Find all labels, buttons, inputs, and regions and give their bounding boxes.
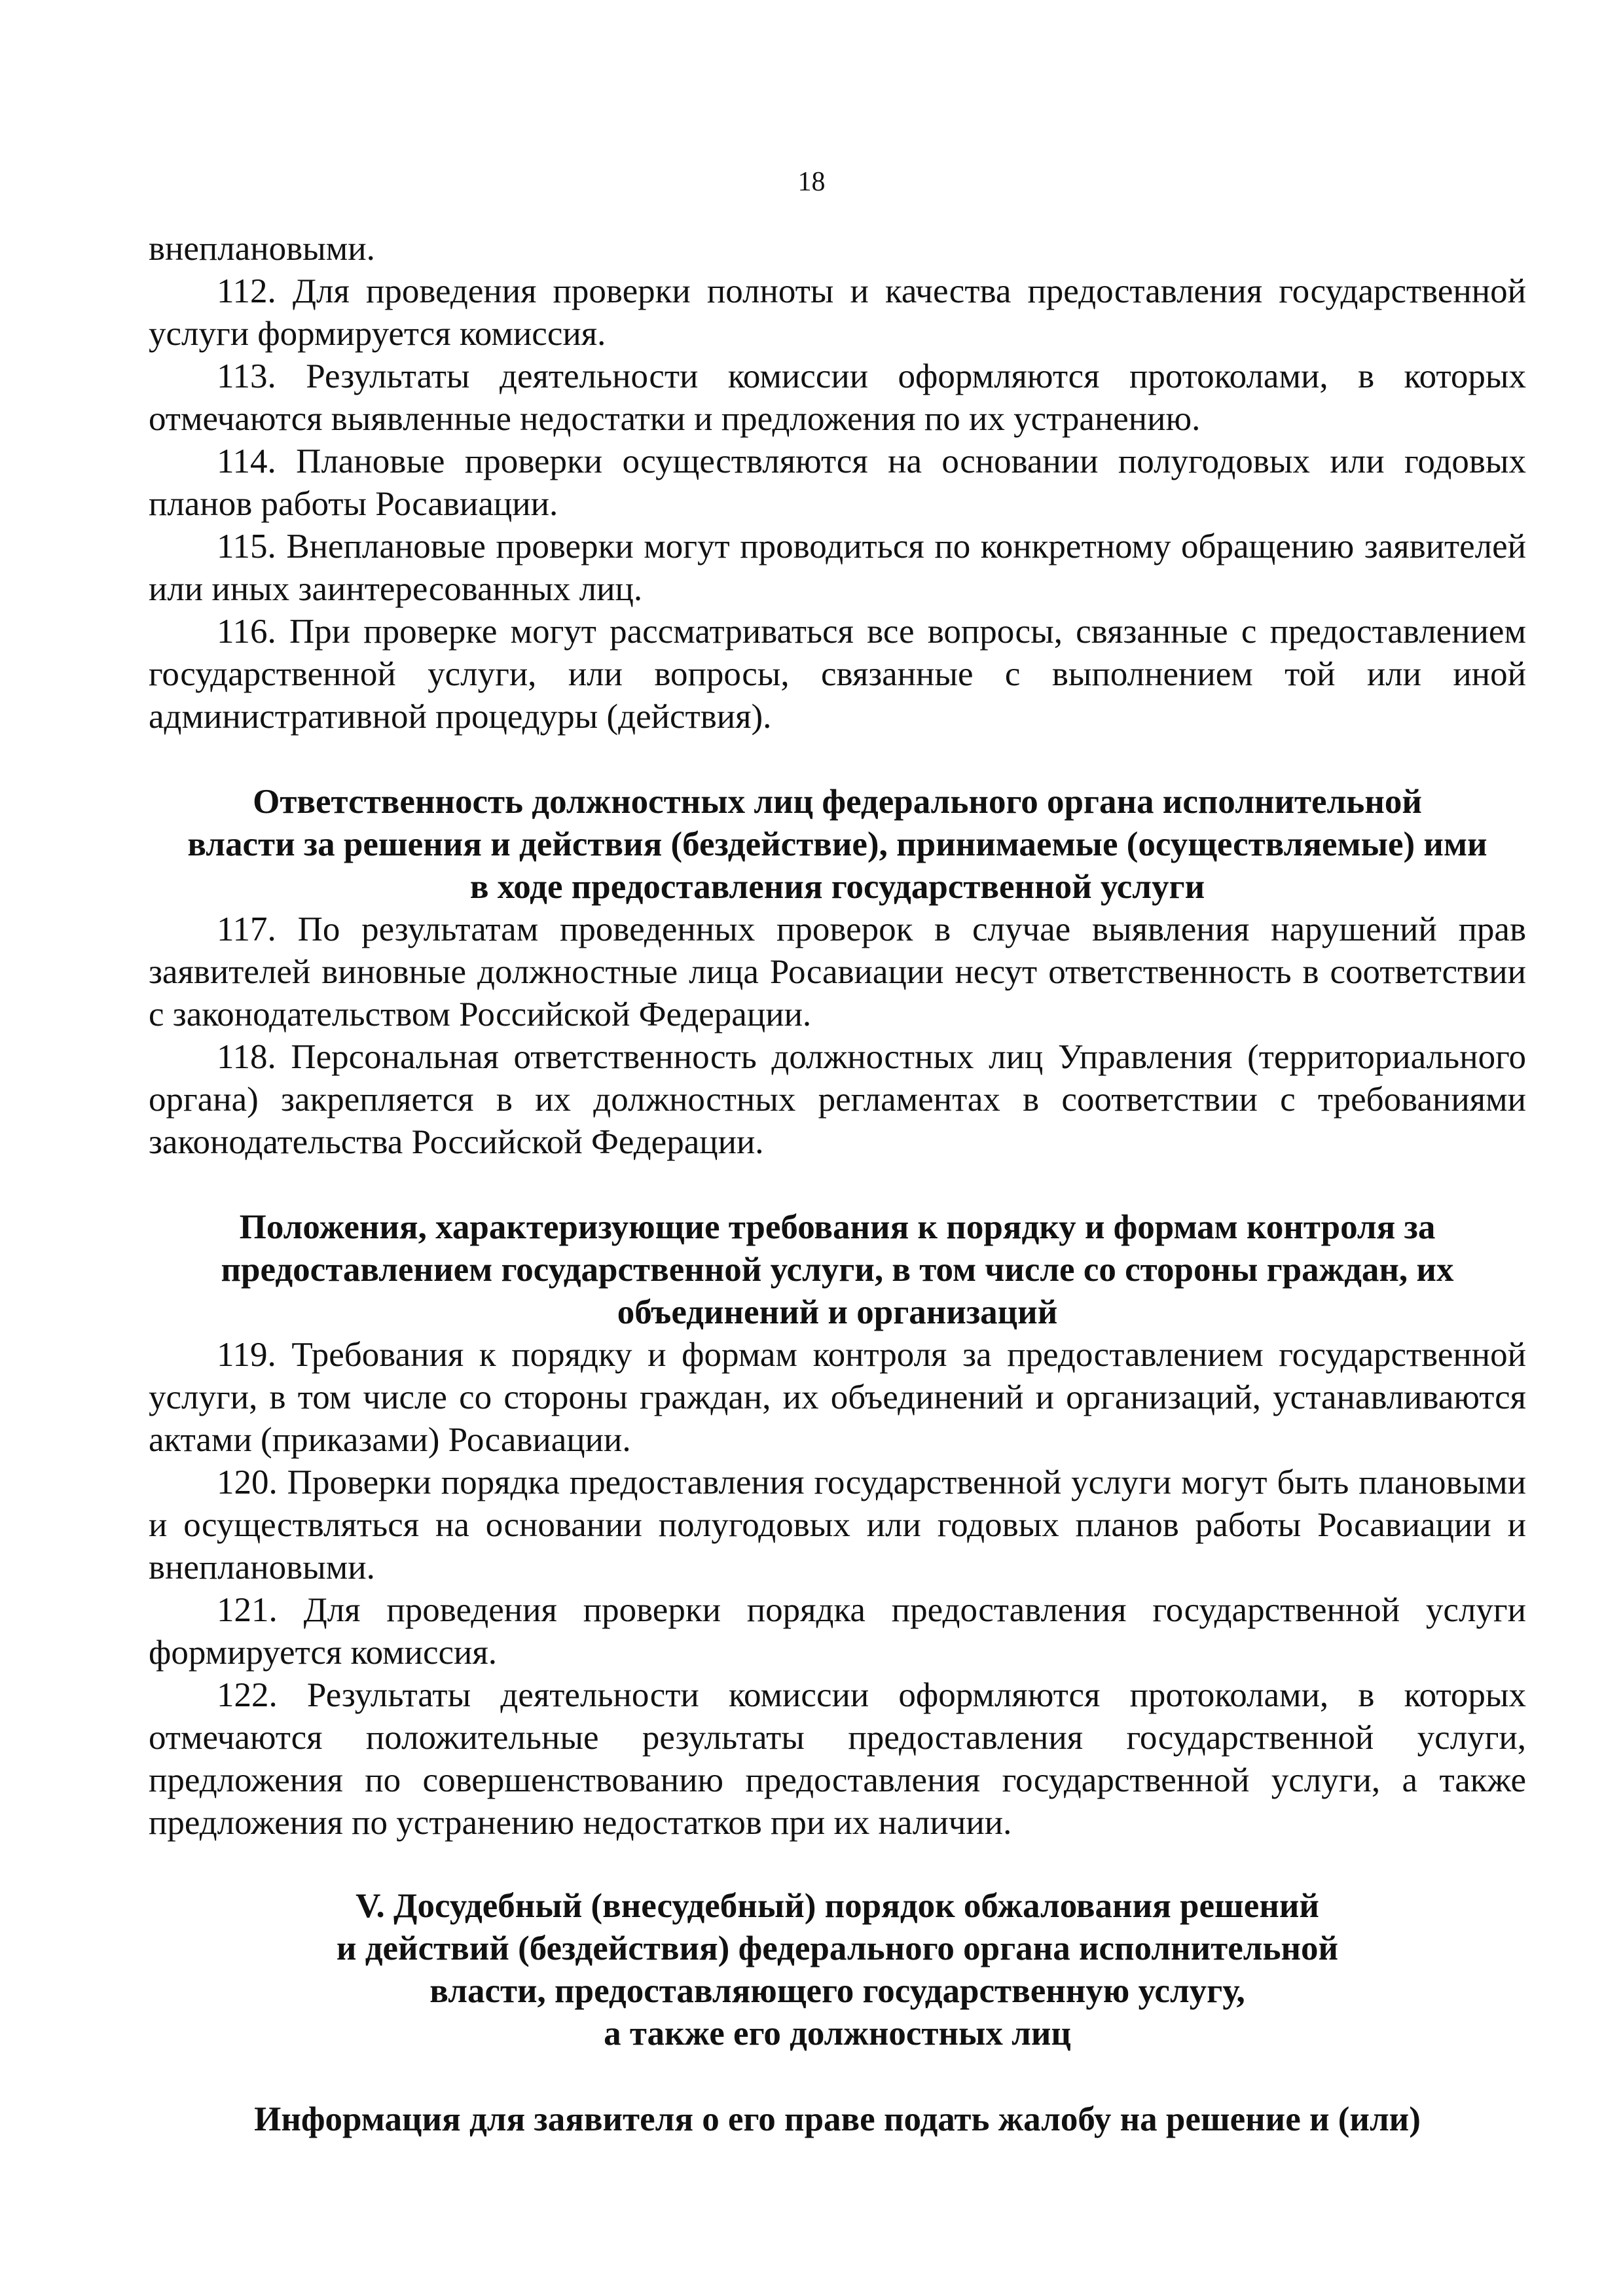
heading-line: а также его должностных лиц (604, 2015, 1071, 2053)
heading-line: объединений и организаций (617, 1293, 1058, 1331)
page-number: 18 (797, 167, 826, 197)
heading-line: в ходе предоставления государственной услуги (469, 868, 1205, 906)
heading-line: Положения, характеризующие требования к порядку и формам контроля за (239, 1208, 1436, 1246)
paragraph-113: 113. Результаты деятельности комиссии оформляются протоколами, в которых отмечаются выявленные недостатки и предложения по их устранению. (149, 357, 1526, 438)
paragraph-118: 118. Персональная ответственность должностных лиц Управления (территориального органа) закрепляется в их должностных регламентах в соответствии с требованиями законодательства Российской Федерации. (149, 1038, 1526, 1161)
heading-line: Ответственность должностных лиц федерального органа исполнительной (253, 783, 1422, 821)
paragraph-112: 112. Для проведения проверки полноты и качества предоставления государственной услуги формируется комиссия. (149, 272, 1526, 353)
heading-section-5 (149, 1885, 1526, 2055)
heading-responsibility (149, 781, 1526, 908)
heading-line: и действий (бездействия) федерального органа исполнительной (336, 1929, 1339, 1967)
paragraph-116: 116. При проверке могут рассматриваться все вопросы, связанные с предоставлением государственной услуги, или вопросы, связанные с выполнением той или иной административной процедуры (действия). (149, 613, 1526, 736)
heading-line: V. Досудебный (внесудебный) порядок обжалования решений (356, 1887, 1319, 1925)
heading-control-requirements (149, 1206, 1526, 1334)
paragraph-120: 120. Проверки порядка предоставления государственной услуги могут быть плановыми и осуществляться на основании полугодовых или годовых планов работы Росавиации и внеплановыми. (149, 1463, 1526, 1587)
paragraph-119: 119. Требования к порядку и формам контроля за предоставлением государственной услуги, в том числе со стороны граждан, их объединений и организаций, устанавливаются актами (приказами) Росавиации. (149, 1336, 1526, 1459)
paragraph-122: 122. Результаты деятельности комиссии оформляются протоколами, в которых отмечаются положительные результаты предоставления государственной услуги, предложения по совершенствованию предоставления государственной услуги, а также предложения по устранению недостатков при их наличии. (149, 1676, 1526, 1842)
paragraph-continuation: внеплановыми. (149, 230, 375, 268)
paragraph-115: 115. Внеплановые проверки могут проводиться по конкретному обращению заявителей или иных заинтересованных лиц. (149, 528, 1526, 608)
paragraph-121: 121. Для проведения проверки порядка предоставления государственной услуги формируется комиссия. (149, 1591, 1526, 1672)
paragraph-114: 114. Плановые проверки осуществляются на основании полугодовых или годовых планов работы Росавиации. (149, 442, 1526, 523)
heading-line: власти, предоставляющего государственную услугу, (429, 1972, 1245, 2010)
paragraph-117: 117. По результатам проведенных проверок в случае выявления нарушений прав заявителей виновные должностные лица Росавиации несут ответственность в соответствии с законодательством Российской Федерации. (149, 910, 1526, 1033)
heading-line: власти за решения и действия (бездействие), принимаемые (осуществляемые) ими (187, 825, 1487, 863)
document-body (149, 228, 1526, 2141)
heading-line: предоставлением государственной услуги, в том числе со стороны граждан, их (221, 1251, 1454, 1289)
heading-line: Информация для заявителя о его праве подать жалобу на решение и (или) (254, 2100, 1421, 2138)
heading-complaint-info (149, 2098, 1526, 2141)
